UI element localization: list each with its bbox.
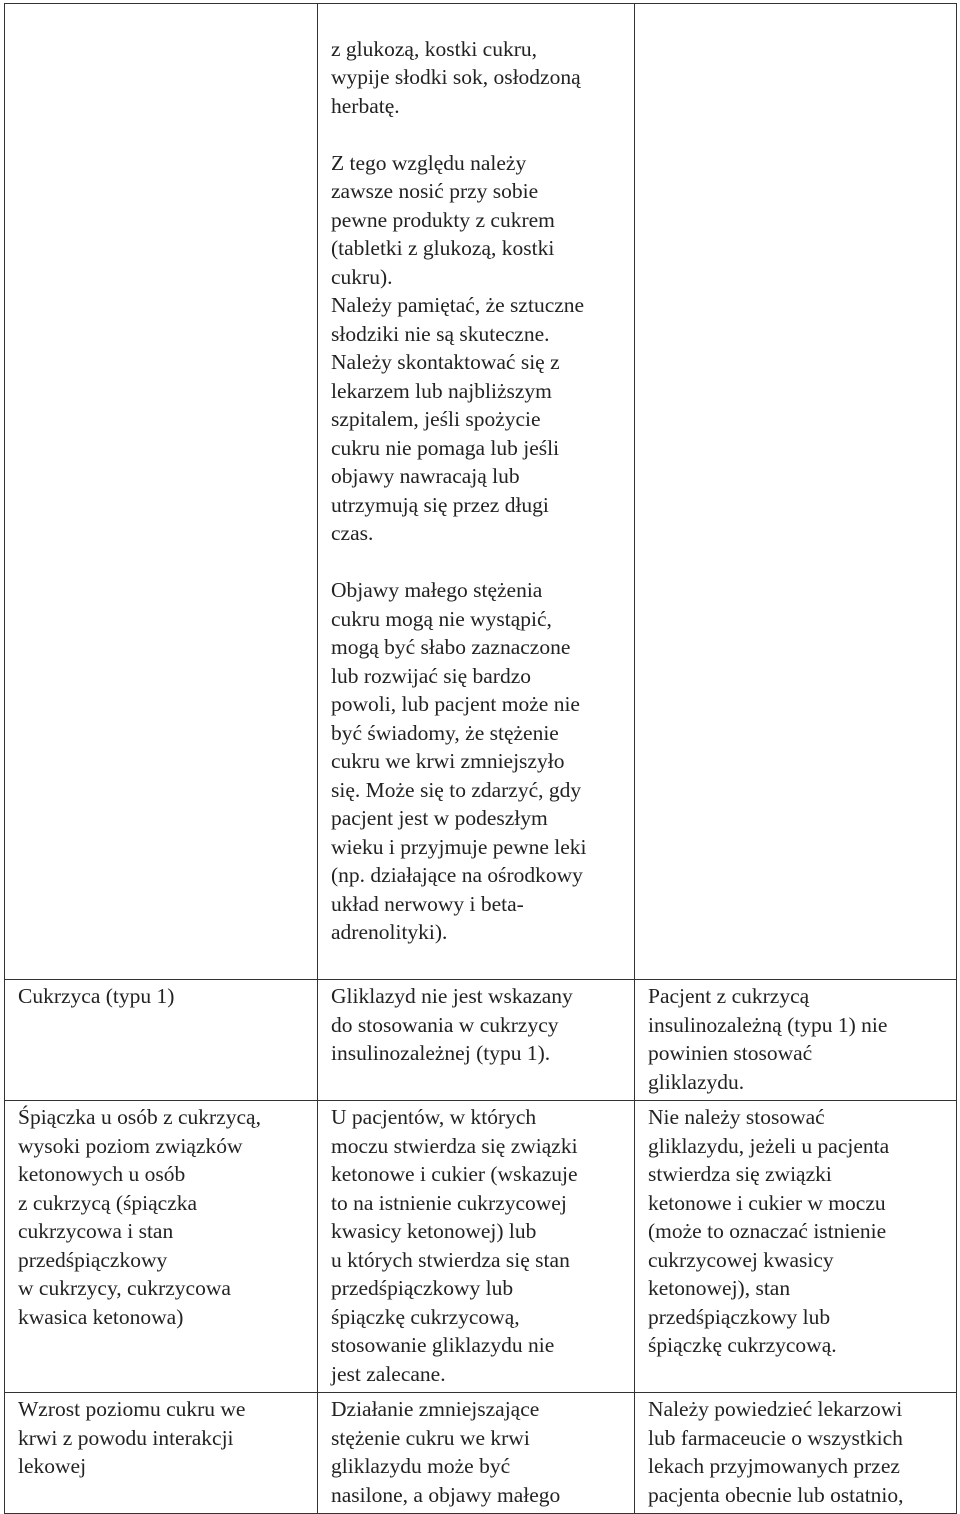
table-cell xyxy=(318,980,635,1101)
table-cell xyxy=(318,1101,635,1393)
table-row xyxy=(5,1101,957,1393)
table-cell xyxy=(635,1393,957,1514)
cell-text: U pacjentów, w których moczu stwierdza się związki ketonowe i cukier (wskazuje to na istnienie cukrzycowej kwasicy ketonowej) lub u których stwierdza się stan przedśpiączkowy lub śpiączkę cukrzycową, stosowanie gliklazydu nie jest zalecane. xyxy=(331,1105,578,1386)
paragraph: Z tego względu należy zawsze nosić przy sobie pewne produkty z cukrem (tabletki z glukozą, kostki cukru). Należy pamiętać, że sztuczne słodziki nie są skuteczne. Należy skontaktować się z lekarzem lub najbliższym szpitalem, jeśli spożycie cukru nie pomaga lub jeśli objawy nawracają lub utrzymują się przez długi czas. xyxy=(331,150,585,545)
condition-label: Śpiączka u osób z cukrzycą, wysoki poziom związków ketonowych u osób z cukrzycą (śpiączka cukrzycowa i stan przedśpiączkowy w cukrzycy, cukrzycowa kwasica ketonowa) xyxy=(18,1105,261,1329)
cell-text: Należy powiedzieć lekarzowi lub farmaceucie o wszystkich lekach przyjmowanych przez pacjenta obecnie lub ostatnio, xyxy=(648,1397,904,1507)
table-cell xyxy=(5,1101,318,1393)
cell-content xyxy=(318,4,634,979)
table-row xyxy=(5,4,957,980)
cell-text xyxy=(635,4,956,10)
table-cell xyxy=(318,4,635,980)
table-cell xyxy=(5,1393,318,1514)
medical-info-table xyxy=(4,3,957,1514)
table-cell xyxy=(5,4,318,980)
cell-text: Nie należy stosować gliklazydu, jeżeli u pacjenta stwierdza się związki ketonowe i cukier w moczu (może to oznaczać istnienie cukrzycowej kwasicy ketonowej), stan przedśpiączkowy lub śpiączkę cukrzycową. xyxy=(648,1105,890,1357)
paragraph: z glukozą, kostki cukru, wypije słodki sok, osłodzoną herbatę. xyxy=(331,36,581,118)
cell-text: Pacjent z cukrzycą insulinozależną (typu 1) nie powinien stosować gliklazydu. xyxy=(648,984,888,1094)
cell-text: Działanie zmniejszające stężenie cukru we krwi gliklazydu może być nasilone, a objawy małego xyxy=(331,1397,561,1507)
table-cell xyxy=(635,980,957,1101)
paragraph: Objawy małego stężenia cukru mogą nie wystąpić, mogą być słabo zaznaczone lub rozwijać się bardzo powoli, lub pacjent może nie być świadomy, że stężenie cukru we krwi zmniejszyło się. Może się to zdarzyć, gdy pacjent jest w podeszłym wieku i przyjmuje pewne leki (np. działające na ośrodkowy układ nerwowy i beta- adrenolityki). xyxy=(331,578,587,944)
table-cell xyxy=(635,1101,957,1393)
condition-label: Cukrzyca (typu 1) xyxy=(18,984,175,1008)
table-row xyxy=(5,980,957,1101)
cell-text xyxy=(5,4,317,10)
table-cell xyxy=(318,1393,635,1514)
table-cell xyxy=(635,4,957,980)
table-row xyxy=(5,1393,957,1514)
cell-text: Gliklazyd nie jest wskazany do stosowania w cukrzycy insulinozależnej (typu 1). xyxy=(331,984,573,1065)
condition-label: Wzrost poziomu cukru we krwi z powodu interakcji lekowej xyxy=(18,1397,246,1478)
table-cell xyxy=(5,980,318,1101)
